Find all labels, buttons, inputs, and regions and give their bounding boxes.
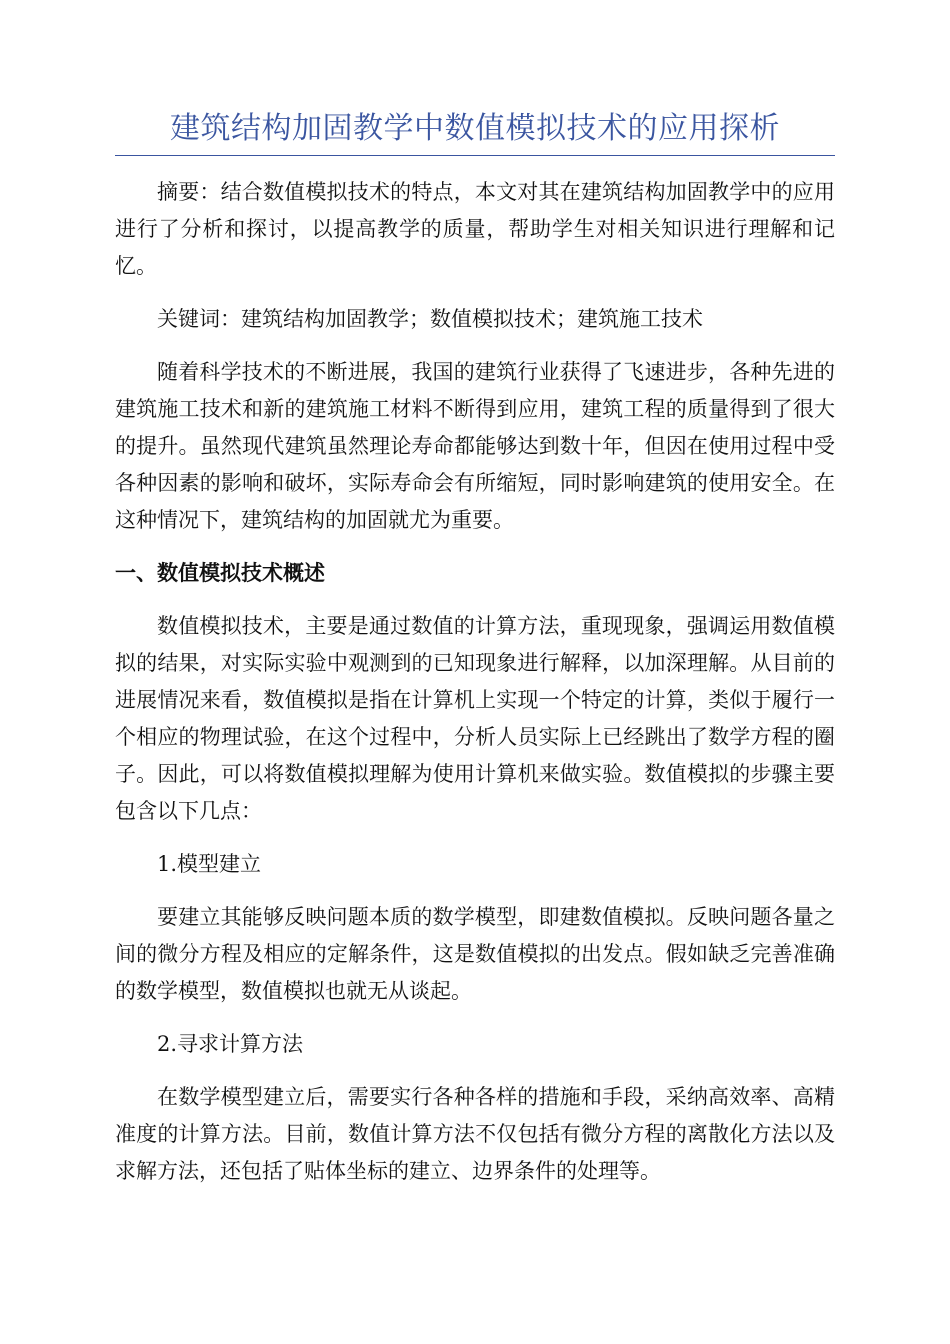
step2-heading: 2.寻求计算方法 bbox=[157, 1032, 304, 1056]
keywords-paragraph: 关键词：建筑结构加固教学；数值模拟技术；建筑施工技术 bbox=[157, 307, 703, 331]
document-page bbox=[115, 108, 835, 1206]
section-heading-1: 一、数值模拟技术概述 bbox=[115, 561, 325, 585]
step1-paragraph: 要建立其能够反映问题本质的数学模型，即建数值模拟。反映问题各量之间的微分方程及相应的定解条件，这是数值模拟的出发点。假如缺乏完善准确的数学模型，数值模拟也就无从谈起。 bbox=[115, 905, 835, 1003]
intro-paragraph: 随着科学技术的不断进展，我国的建筑行业获得了飞速进步，各种先进的建筑施工技术和新的建筑施工材料不断得到应用，建筑工程的质量得到了很大的提升。虽然现代建筑虽然理论寿命都能够达到数十年，但因在使用过程中受各种因素的影响和破坏，实际寿命会有所缩短，同时影响建筑的使用安全。在这种情况下，建筑结构的加固就尤为重要。 bbox=[115, 360, 835, 532]
section1-paragraph: 数值模拟技术，主要是通过数值的计算方法，重现现象，强调运用数值模拟的结果，对实际实验中观测到的已知现象进行解释，以加深理解。从目前的进展情况来看，数值模拟是指在计算机上实现一个特定的计算，类似于履行一个相应的物理试验，在这个过程中，分析人员实际上已经跳出了数学方程的圈子。因此，可以将数值模拟理解为使用计算机来做实验。数值模拟的步骤主要包含以下几点： bbox=[115, 614, 835, 823]
abstract-paragraph: 摘要：结合数值模拟技术的特点，本文对其在建筑结构加固教学中的应用进行了分析和探讨，以提高教学的质量，帮助学生对相关知识进行理解和记忆。 bbox=[115, 180, 835, 278]
step2-paragraph: 在数学模型建立后，需要实行各种各样的措施和手段，采纳高效率、高精准度的计算方法。目前，数值计算方法不仅包括有微分方程的离散化方法以及求解方法，还包括了贴体坐标的建立、边界条件的处理等。 bbox=[115, 1085, 835, 1183]
step1-heading: 1.模型建立 bbox=[157, 852, 262, 876]
document-title: 建筑结构加固教学中数值模拟技术的应用探析 bbox=[115, 108, 835, 156]
